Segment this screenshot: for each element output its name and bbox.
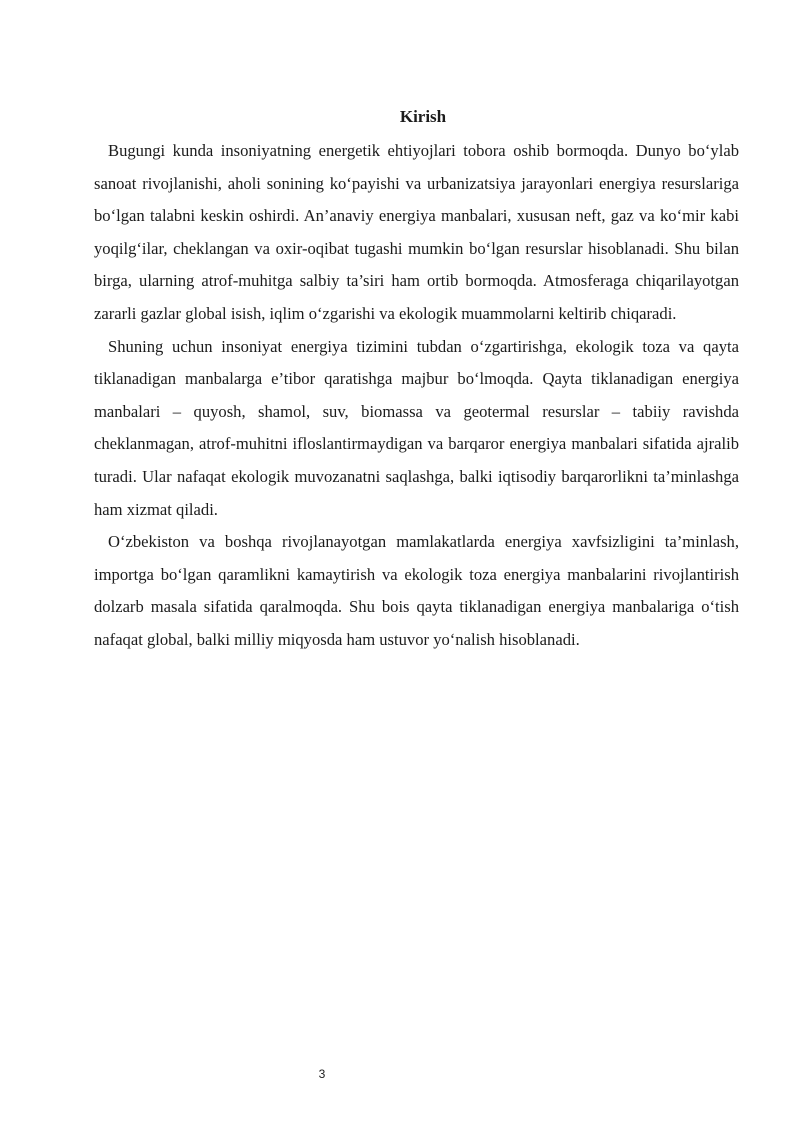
paragraph-3: O‘zbekiston va boshqa rivojlanayotgan mamlakatlarda energiya xavfsizligini ta’minlash, importga bo‘lgan qaramlikni kamaytirish va ekologik toza energiya manbalarini rivojlantirish dolzarb masala sifatida qaralmoqda. Shu bois qayta tiklanadigan energiya manbalariga o‘tish nafaqat global, balki milliy miqyosda ham ustuvor yo‘nalish hisoblanadi.: [94, 532, 739, 649]
body-text: [94, 135, 739, 657]
section-title: Kirish: [399, 107, 447, 126]
paragraph-1: Bugungi kunda insoniyatning energetik ehtiyojlari tobora oshib bormoqda. Dunyo bo‘ylab sanoat rivojlanishi, aholi sonining ko‘payishi va urbanizatsiya jarayonlari energiya resurslariga bo‘lgan talabni keskin oshirdi. An’anaviy energiya manbalari, xususan neft, gaz va ko‘mir kabi yoqilg‘ilar, cheklangan va oxir-oqibat tugashi mumkin bo‘lgan resurslar hisoblanadi. Shu bilan birga, ularning atrof-muhitga salbiy ta’siri ham ortib bormoqda. Atmosferaga chiqarilayotgan zararli gazlar global isish, iqlim o‘zgarishi va ekologik muammolarni keltirib chiqaradi.: [94, 141, 739, 323]
page-number: 3: [318, 1067, 326, 1081]
paragraph-2: Shuning uchun insoniyat energiya tizimini tubdan o‘zgartirishga, ekologik toza va qayta tiklanadigan manbalarga e’tibor qaratishga majbur bo‘lmoqda. Qayta tiklanadigan energiya manbalari – quyosh, shamol, suv, biomassa va geotermal resurslar – tabiiy ravishda cheklanmagan, atrof-muhitni ifloslantirmaydigan va barqaror energiya manbalari sifatida ajralib turadi. Ular nafaqat ekologik muvozanatni saqlashga, balki iqtisodiy barqarorlikni ta’minlashga ham xizmat qiladi.: [94, 336, 739, 519]
